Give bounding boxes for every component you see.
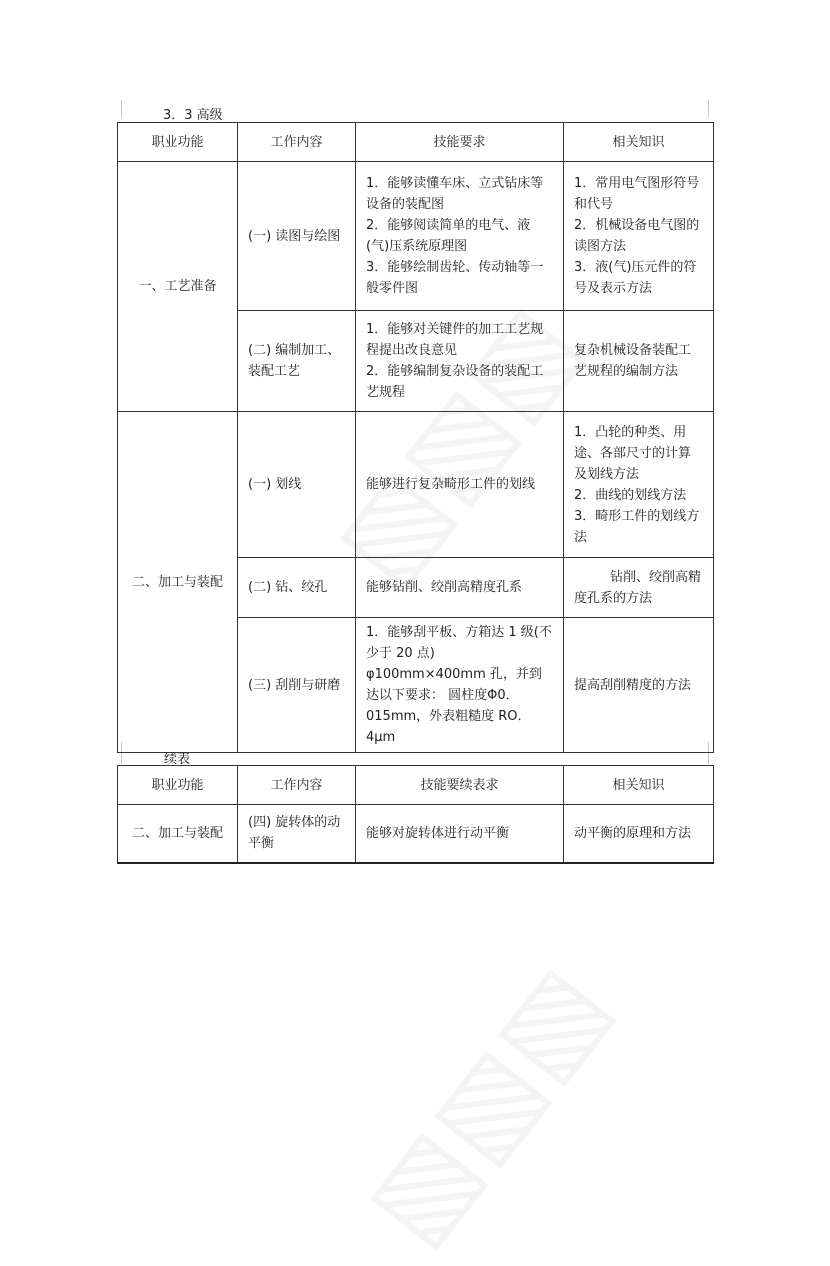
knowledge-line: 提高刮削精度的方法 [574,677,692,693]
function-cell: 一、工艺准备 [118,162,238,412]
section-title: 3．3 高级 [163,108,223,123]
knowledge-cell [564,618,714,753]
skills-cell [356,162,564,311]
header-cell: 相关知识 [564,123,714,162]
table-header-row [118,766,714,805]
header-cell: 相关知识 [564,766,714,805]
skill-line: 1．能够读懂车床、立式钻床等设备的装配图 [366,176,544,212]
knowledge-cell: 动平衡的原理和方法 [564,805,714,863]
header-cell: 职业功能 [118,766,238,805]
knowledge-cell [564,311,714,412]
function-cell: 二、加工与装配 [118,805,238,863]
margin-line-right [708,100,709,118]
knowledge-cell [564,412,714,558]
content-cell: (一) 读图与绘图 [238,162,356,311]
header-cell: 工作内容 [238,766,356,805]
watermark-mark-2 [339,942,632,1266]
skill-line: 能够钻削、绞削高精度孔系 [366,580,523,595]
knowledge-line: 复杂机械设备装配工艺规程的编制方法 [574,343,692,379]
content-cell: (二) 钻、绞孔 [238,558,356,618]
content-cell: (一) 划线 [238,412,356,558]
table-row [118,805,714,863]
skills-cell: 能够对旋转体进行动平衡 [356,805,564,863]
header-cell: 技能要求 [356,123,564,162]
skills-cell [356,558,564,618]
knowledge-line: 3．液(气)压元件的符号及表示方法 [574,260,697,296]
skill-line: 3．能够绘制齿轮、传动轴等一般零件图 [366,260,544,296]
knowledge-cell [564,558,714,618]
header-cell: 工作内容 [238,123,356,162]
margin-line-left [121,100,122,118]
table-row [118,412,714,558]
knowledge-line: 1．常用电气图形符号和代号 [574,176,700,212]
skill-line: 2．能够编制复杂设备的装配工艺规程 [366,364,544,400]
header-cell: 技能要续表求 [356,766,564,805]
skills-cell [356,311,564,412]
function-cell: 二、加工与装配 [118,412,238,753]
table-row [118,162,714,311]
content-cell: (二) 编制加工、装配工艺 [238,311,356,412]
skill-line: 1．能够对关键件的加工工艺规程提出改良意见 [366,322,544,358]
table-header-row [118,123,714,162]
skill-line: 能够进行复杂畸形工件的划线 [366,477,536,492]
skills-cell [356,412,564,558]
continued-table [117,765,714,864]
knowledge-line: 钻削、绞削高精度孔系的方法 [574,569,702,606]
skill-line: 1．能够刮平板、方箱达 1 级(不少于 20 点) [366,625,552,661]
skills-table [117,122,714,753]
knowledge-line: 2．曲线的划线方法 [574,487,687,503]
skills-cell [356,618,564,753]
skill-line: φ100mm×400mm 孔，并到达以下要求： 圆柱度Φ0．015mm，外表粗糙度 RO．4μm [366,667,542,745]
content-cell: (三) 刮削与研磨 [238,618,356,753]
skill-line: 2．能够阅读简单的电气、液(气)压系统原理图 [366,218,531,254]
continued-title: 续表 [164,752,191,767]
knowledge-cell [564,162,714,311]
knowledge-line: 2．机械设备电气图的读图方法 [574,218,700,254]
knowledge-line: 1．凸轮的种类、用途、各部尺寸的计算及划线方法 [574,424,692,482]
knowledge-line: 3．畸形工件的划线方法 [574,508,700,545]
header-cell: 职业功能 [118,123,238,162]
content-cell: (四) 旋转体的动平衡 [238,805,356,863]
